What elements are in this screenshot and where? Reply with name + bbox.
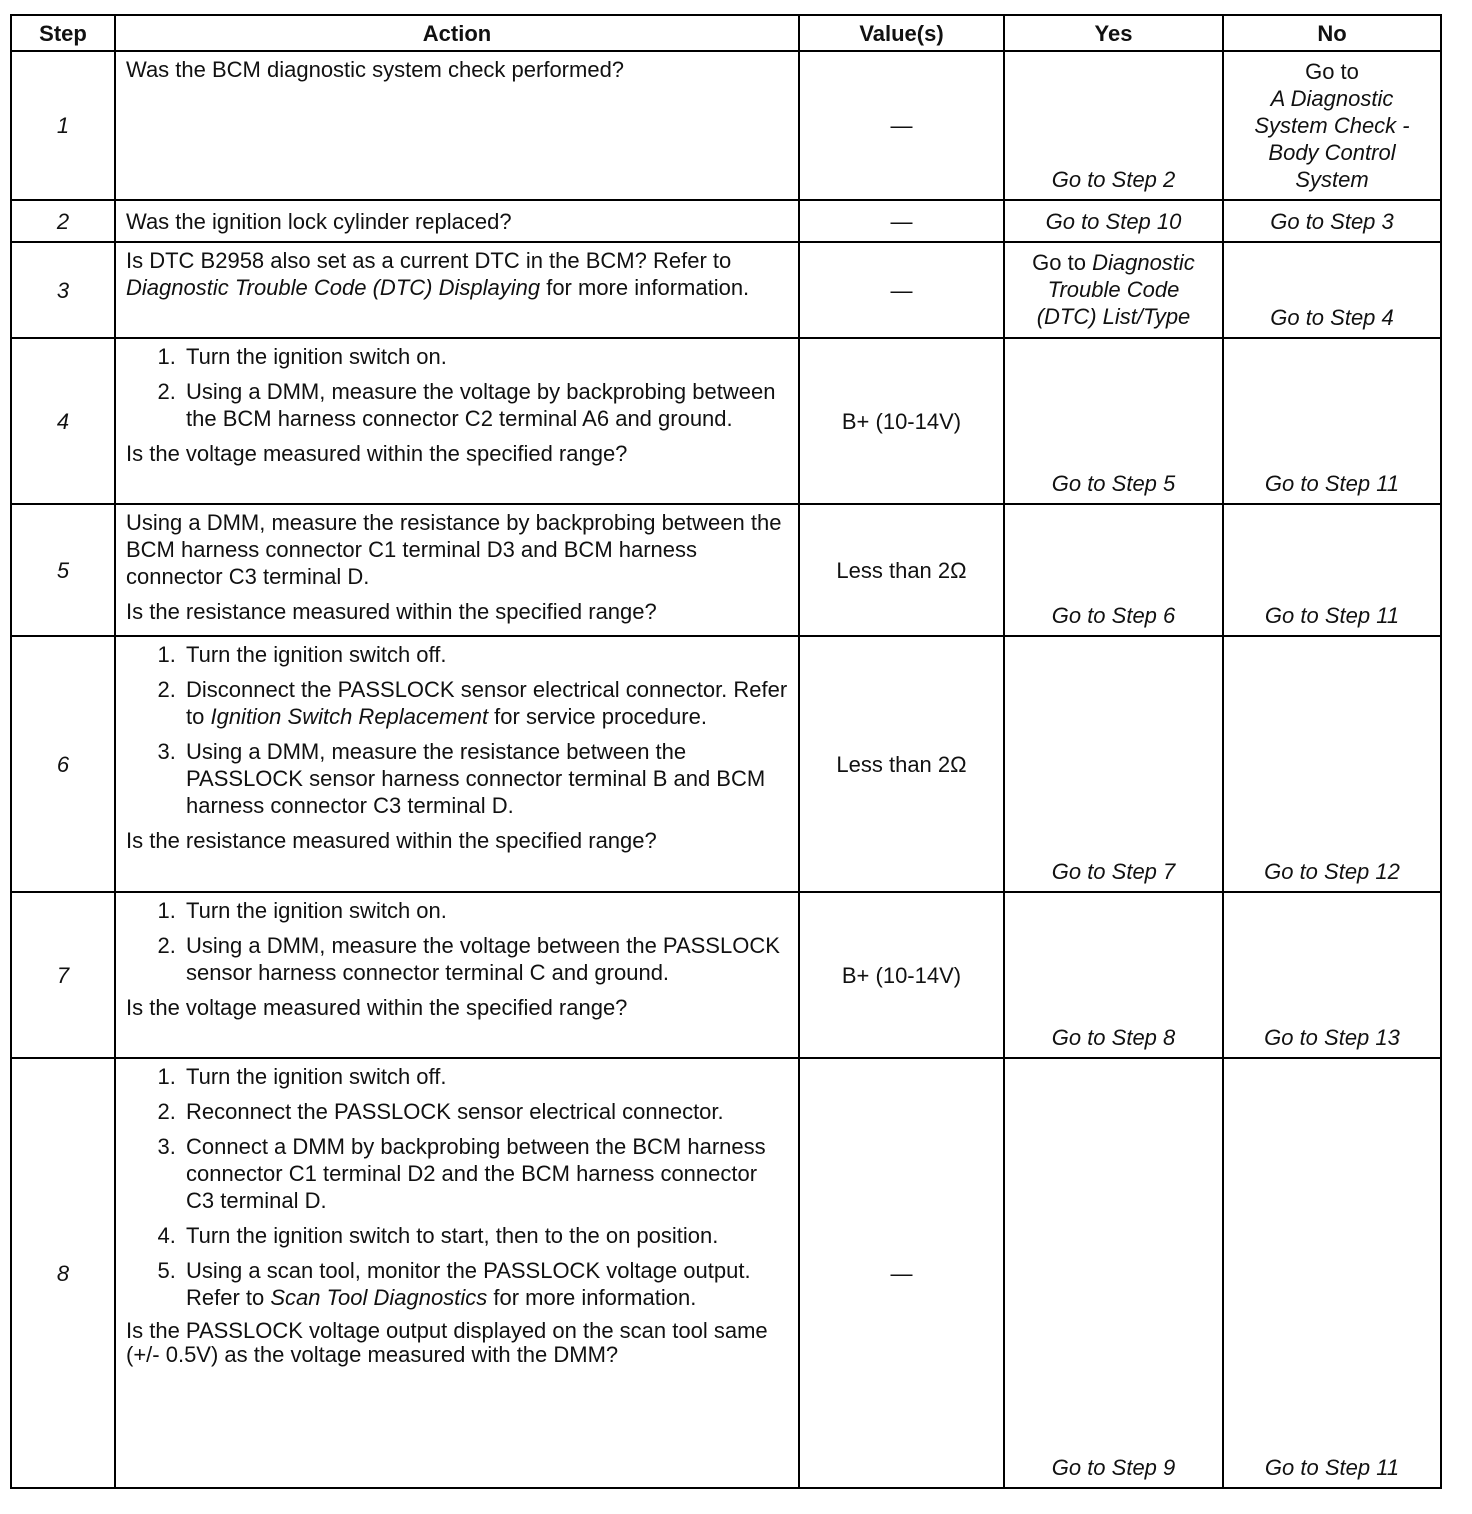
action-step-text: Using a scan tool, monitor the PASSLOCK voltage output. Refer to [186, 1258, 751, 1310]
action-step: 1. Turn the ignition switch off. [182, 1063, 788, 1090]
value-cell: — [799, 242, 1004, 338]
step-number: 5 [11, 504, 115, 636]
header-row [11, 15, 1441, 51]
action-text: Using a DMM, measure the resistance by backprobing between the BCM harness connector C1 terminal D3 and BCM harness connector C3 terminal D. [126, 510, 782, 589]
yes-cell: Go to Step 9 [1004, 1058, 1223, 1488]
step-number: 7 [11, 892, 115, 1058]
header-step: Step [11, 15, 115, 51]
no-cell: Go to Step 11 [1223, 1058, 1441, 1488]
no-cell: Go to Step 12 [1223, 636, 1441, 892]
step-number: 8 [11, 1058, 115, 1488]
table-row [11, 504, 1441, 636]
action-cell [115, 636, 799, 892]
action-step: 2. Using a DMM, measure the voltage by backprobing between the BCM harness connector C2 terminal A6 and ground. [182, 378, 788, 432]
action-cell [115, 1058, 799, 1488]
action-cell [115, 200, 799, 242]
action-steps [126, 897, 788, 986]
action-reference: Scan Tool Diagnostics [270, 1285, 488, 1310]
no-prefix: Go to [1305, 59, 1359, 84]
value-cell: B+ (10-14V) [799, 892, 1004, 1058]
action-cell [115, 242, 799, 338]
action-question: Is the resistance measured within the specified range? [126, 828, 657, 853]
action-cell [115, 338, 799, 504]
no-cell: Go to Step 11 [1223, 338, 1441, 504]
action-step: 2. Using a DMM, measure the voltage between the PASSLOCK sensor harness connector terminal C and ground. [182, 932, 788, 986]
action-reference: Ignition Switch Replacement [210, 704, 489, 729]
value-cell: Less than 2Ω [799, 504, 1004, 636]
value-cell: — [799, 1058, 1004, 1488]
step-number: 2 [11, 200, 115, 242]
action-text: Is DTC B2958 also set as a current DTC in the BCM? Refer to [126, 248, 732, 273]
diagnostic-table [10, 14, 1442, 1489]
no-cell: Go to Step 11 [1223, 504, 1441, 636]
table-row [11, 200, 1441, 242]
action-text: Was the ignition lock cylinder replaced? [126, 208, 512, 234]
action-step-text: Disconnect the PASSLOCK sensor electrical connector. Refer to [186, 677, 788, 729]
table-row [11, 338, 1441, 504]
action-step: 2. Reconnect the PASSLOCK sensor electrical connector. [182, 1098, 788, 1125]
yes-cell: Go to Step 10 [1004, 200, 1223, 242]
action-cell [115, 892, 799, 1058]
header-no: No [1223, 15, 1441, 51]
table-row [11, 1058, 1441, 1488]
action-text: Was the BCM diagnostic system check performed? [126, 57, 625, 82]
yes-cell: Go to Step 6 [1004, 504, 1223, 636]
action-question: Is the voltage measured within the specified range? [126, 995, 628, 1020]
no-cell [1223, 51, 1441, 200]
yes-link-text: Diagnostic Trouble Code (DTC) List/Type [1036, 250, 1195, 329]
yes-cell [1004, 242, 1223, 338]
no-cell: Go to Step 13 [1223, 892, 1441, 1058]
yes-prefix: Go to [1032, 250, 1093, 275]
value-cell: Less than 2Ω [799, 636, 1004, 892]
step-number: 4 [11, 338, 115, 504]
yes-cell: Go to Step 5 [1004, 338, 1223, 504]
action-reference: Diagnostic Trouble Code (DTC) Displaying [126, 275, 541, 300]
action-steps [126, 641, 788, 819]
table-row [11, 51, 1441, 200]
action-question: Is the voltage measured within the specified range? [126, 441, 628, 466]
action-steps [126, 1063, 788, 1311]
action-step-text-end: for more information. [487, 1285, 697, 1310]
action-step: 4. Turn the ignition switch to start, then to the on position. [182, 1222, 788, 1249]
yes-cell: Go to Step 7 [1004, 636, 1223, 892]
value-cell: — [799, 200, 1004, 242]
yes-cell: Go to Step 8 [1004, 892, 1223, 1058]
action-step [182, 676, 788, 730]
action-step: 3. Connect a DMM by backprobing between the BCM harness connector C1 terminal D2 and the BCM harness connector C3 terminal D. [182, 1133, 788, 1214]
action-step: 1. Turn the ignition switch on. [182, 343, 788, 370]
action-cell [115, 504, 799, 636]
no-cell: Go to Step 3 [1223, 200, 1441, 242]
table-row [11, 636, 1441, 892]
table-row [11, 892, 1441, 1058]
action-step-text-end: for service procedure. [488, 704, 707, 729]
step-number: 1 [11, 51, 115, 200]
action-step: 1. Turn the ignition switch on. [182, 897, 788, 924]
no-link-text: A Diagnostic System Check - Body Control System [1254, 86, 1410, 192]
action-step: 1. Turn the ignition switch off. [182, 641, 788, 668]
table-row [11, 242, 1441, 338]
action-question: Is the resistance measured within the specified range? [126, 599, 657, 624]
header-action: Action [115, 15, 799, 51]
action-step [182, 1257, 788, 1311]
action-steps [126, 343, 788, 432]
no-cell: Go to Step 4 [1223, 242, 1441, 338]
action-cell [115, 51, 799, 200]
action-text-end: for more information. [540, 275, 750, 300]
header-values: Value(s) [799, 15, 1004, 51]
value-cell: B+ (10-14V) [799, 338, 1004, 504]
value-cell: — [799, 51, 1004, 200]
step-number: 6 [11, 636, 115, 892]
header-yes: Yes [1004, 15, 1223, 51]
action-question: Is the PASSLOCK voltage output displayed on the scan tool same (+/- 0.5V) as the voltage measured with the DMM? [126, 1318, 768, 1367]
yes-cell: Go to Step 2 [1004, 51, 1223, 200]
step-number: 3 [11, 242, 115, 338]
action-step: 3. Using a DMM, measure the resistance between the PASSLOCK sensor harness connector terminal B and BCM harness connector C3 terminal D. [182, 738, 788, 819]
